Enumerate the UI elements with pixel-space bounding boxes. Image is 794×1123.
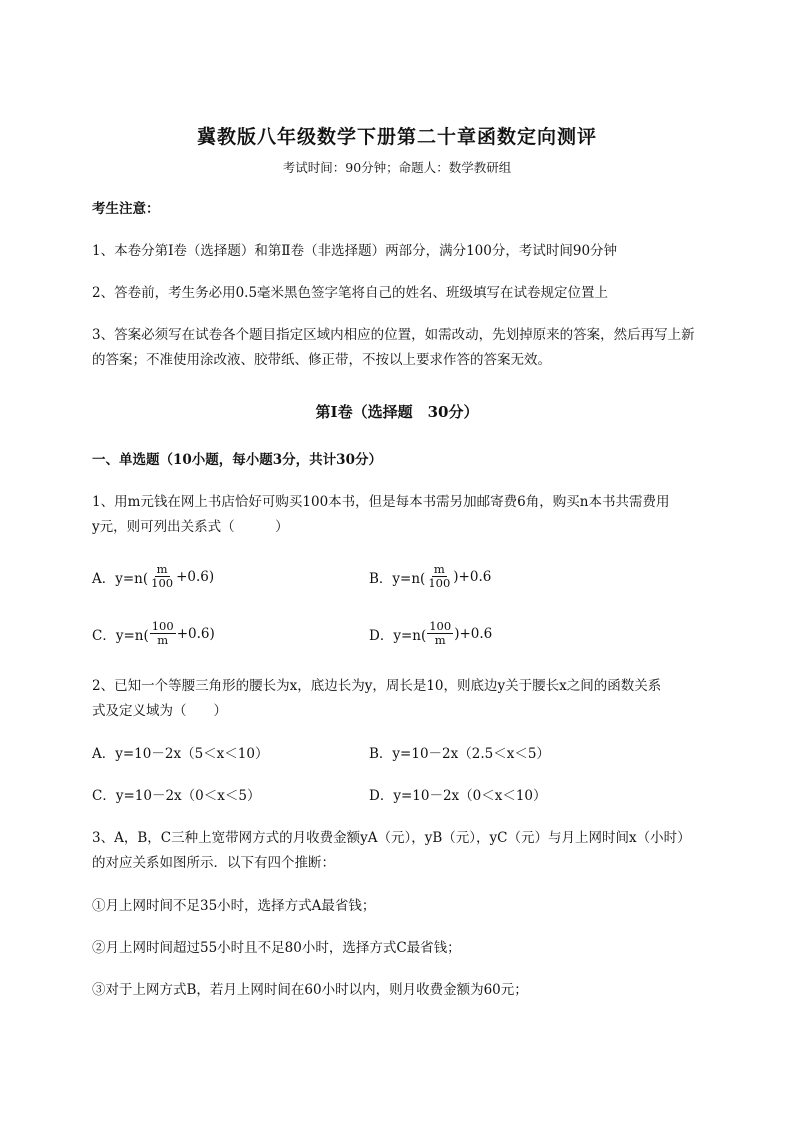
q2-option-b: B．y=10－2x（2.5＜x＜5） [369,746,550,762]
q1-a-fraction [149,563,175,590]
q1-b-suffix: )+0.6 [453,568,492,585]
q1-b-numerator: m [433,562,445,576]
q1-c-fraction [150,620,176,647]
q1-b-prefix: B．y=n( [369,570,426,587]
notice-item-3: 3、答案必须写在试卷各个题目指定区域内相应的位置，如需改动，先划掉原来的答案，然后再写上新 [92,327,695,343]
q1-d-suffix: )+0.6 [454,625,493,642]
q1-option-d [369,620,492,647]
notice-item-3-cont: 的答案；不准使用涂改液、胶带纸、修正带，不按以上要求作答的答案无效。 [92,352,551,368]
section-title: 第I卷（选择题 30分） [315,403,479,421]
part-title: 一、单选题（10小题，每小题3分，共计30分） [92,452,382,468]
q2-option-c: C．y=10－2x（0＜x＜5） [92,788,261,804]
q1-c-denominator: m [157,633,169,647]
notice-heading: 考生注意： [92,201,160,217]
q1-option-a [92,563,214,590]
q1-a-numerator: m [156,562,168,576]
q1-c-prefix: C．y=n( [92,627,149,644]
q3-statement-3: ③对于上网方式B，若月上网时间在60小时以内，则月收费金额为60元； [92,982,528,998]
q2-option-a: A．y=10－2x（5＜x＜10） [92,746,269,762]
q3-line-2: 的对应关系如图所示．以下有四个推断： [92,855,335,871]
q3-line-1: 3、A，B，C三种上宽带网方式的月收费金额yA（元），yB（元），yC（元）与月上网时间x（小时） [92,830,691,846]
q1-line-1: 1、用m元钱在网上书店恰好可购买100本书，但是每本书需另加邮寄费6角，购买n本书共需费用 [92,494,670,510]
q1-a-denominator: 100 [151,576,174,590]
q1-c-numerator: 100 [151,619,174,633]
page-subtitle: 考试时间：90分钟；命题人：数学教研组 [282,160,512,175]
q2-option-d: D．y=10－2x（0＜x＜10） [369,788,547,804]
q1-option-b [369,563,491,590]
q2-line-2: 式及定义域为（ ） [92,703,227,719]
q1-a-prefix: A．y=n( [92,570,149,587]
q1-d-prefix: D．y=n( [369,627,427,644]
q2-line-1: 2、已知一个等腰三角形的腰长为x，底边长为y，周长是10，则底边y关于腰长x之间的函数关系 [92,678,662,694]
q1-d-fraction [427,620,453,647]
q1-b-fraction [426,563,452,590]
q1-d-numerator: 100 [429,619,452,633]
q1-c-suffix: +0.6) [176,625,215,642]
notice-item-2: 2、答卷前，考生务必用0.5毫米黑色签字笔将自己的姓名、班级填写在试卷规定位置上 [92,285,609,301]
q1-d-denominator: m [434,633,446,647]
q1-line-2: y元，则可列出关系式（ ） [92,519,289,535]
notice-item-1: 1、本卷分第I卷（选择题）和第Ⅱ卷（非选择题）两部分，满分100分，考试时间90分钟 [92,243,618,259]
q1-option-c [92,620,215,647]
q1-b-denominator: 100 [428,576,451,590]
q1-a-suffix: +0.6) [176,568,215,585]
q3-statement-2: ②月上网时间超过55小时且不足80小时，选择方式C最省钱； [92,940,461,956]
q3-statement-1: ①月上网时间不足35小时，选择方式A最省钱； [92,898,376,914]
page-title: 冀教版八年级数学下册第二十章函数定向测评 [196,126,597,148]
